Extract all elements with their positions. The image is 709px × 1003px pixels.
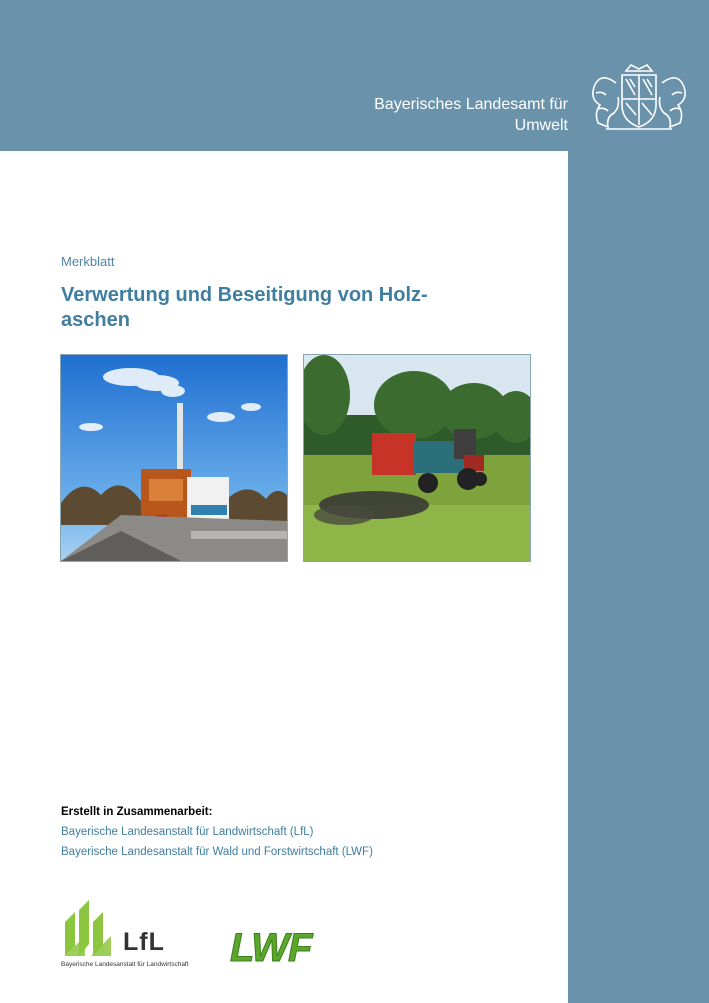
agency-name [268, 94, 568, 136]
photo-ash-spreading [303, 354, 531, 562]
document-title: Verwertung und Beseitigung von Holz-aschen [61, 284, 428, 331]
document-type: Merkblatt [61, 254, 115, 269]
photo-heating-plant [60, 354, 288, 562]
agency-line-1: Bayerisches Landesamt für [374, 96, 568, 113]
lfl-caption: Bayerische Landesanstalt für Landwirtschaft [61, 961, 189, 968]
lwf-logo: LWF [230, 926, 312, 970]
lfl-logo [61, 900, 211, 972]
collaboration-org-lfl: Bayerische Landesanstalt für Landwirtschaft (LfL) [61, 826, 314, 838]
collaboration-org-lwf: Bayerische Landesanstalt für Wald und Forstwirtschaft (LWF) [61, 846, 373, 858]
lfl-wordmark: LfL [123, 928, 165, 956]
side-band [568, 151, 709, 1003]
collaboration-heading: Erstellt in Zusammenarbeit: [61, 806, 213, 818]
lfl-leaf-icon [63, 900, 115, 958]
agency-line-2: Umwelt [514, 117, 568, 134]
bavarian-coat-of-arms-icon [586, 63, 692, 133]
